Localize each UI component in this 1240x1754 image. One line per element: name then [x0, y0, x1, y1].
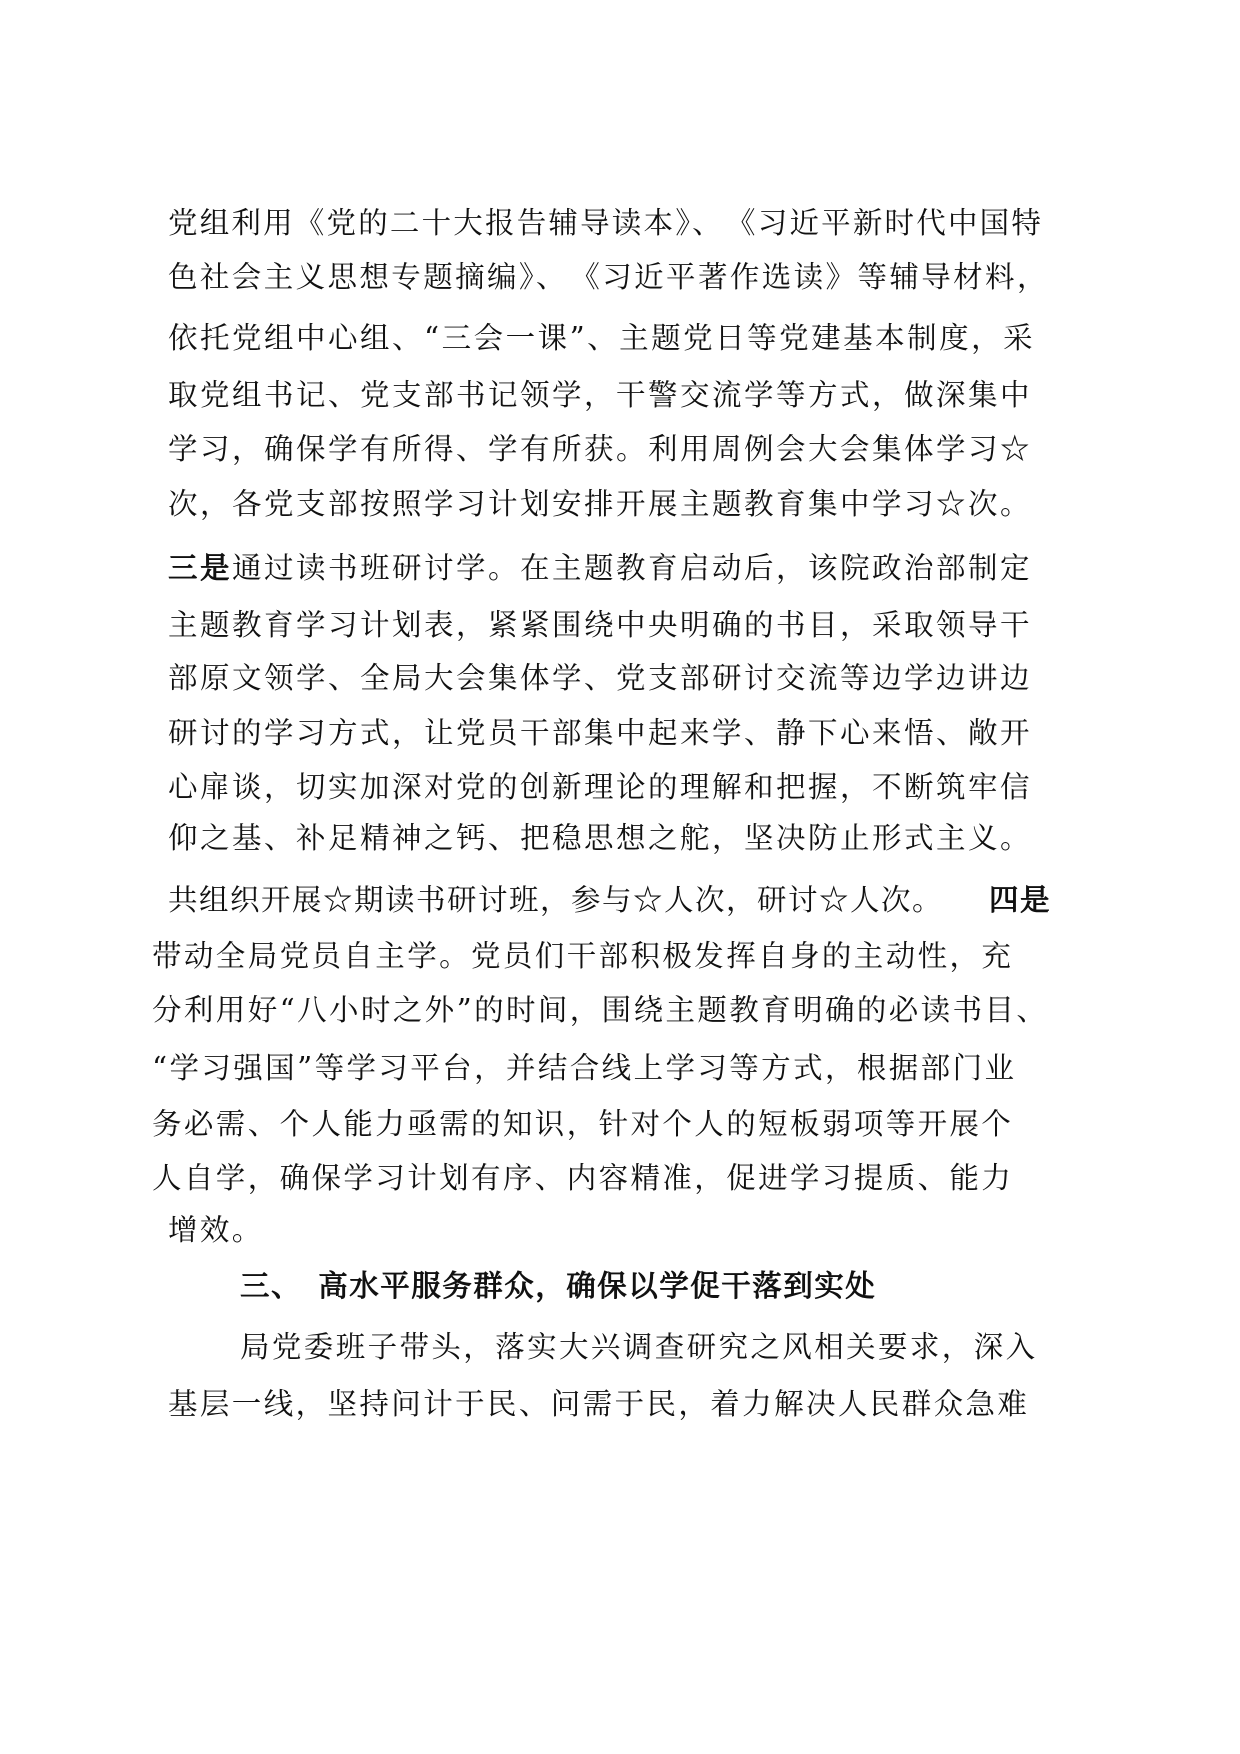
body-text-line: 增效。: [168, 1213, 264, 1247]
paragraph-text: 通过读书班研讨学。在主题教育启动后，该院政治部制定: [232, 551, 1033, 585]
body-text-line: 主题教育学习计划表，紧紧围绕中央明确的书目，采取领导干: [168, 608, 1033, 642]
body-text-line: 依托党组中心组、“三会一课”、主题党日等党建基本制度，采: [168, 321, 1036, 355]
body-text-line: 分利用好“八小时之外”的时间，围绕主题教育明确的必读书目、: [152, 993, 1049, 1027]
body-text-line: 色社会主义思想专题摘编》、 《习近平著作选读》等辅导材料，: [168, 260, 1049, 294]
body-text-line: 务必需、个人能力亟需的知识，针对个人的短板弱项等开展个: [152, 1107, 1014, 1141]
body-text-line: 部原文领学、全局大会集体学、党支部研讨交流等边学边讲边: [168, 661, 1033, 695]
body-text-line: 取党组书记、党支部书记领学，干警交流学等方式，做深集中: [168, 378, 1033, 412]
body-text-line: 研讨的学习方式，让党员干部集中起来学、静下心来悟、敞开: [168, 716, 1033, 750]
body-text-line: 基层一线，坚持问计于民、问需于民，着力解决人民群众急难: [168, 1387, 1030, 1421]
body-text-line: 学习，确保学有所得、学有所获。利用周例会大会集体学习☆: [168, 432, 1033, 466]
section-heading: 三、 高水平服务群众，确保以学促干落到实处: [240, 1269, 877, 1303]
point-three-lead: 三是: [168, 550, 233, 585]
body-text-line: 仰之基、补足精神之钙、把稳思想之舵，坚决防止形式主义。: [168, 821, 1033, 855]
body-text-line: 局党委班子带头，落实大兴调查研究之风相关要求，深入: [240, 1330, 1038, 1364]
body-text-line: 党组利用《党的二十大报告辅导读本》、 《习近平新时代中国特: [168, 206, 1044, 240]
body-text-line: 带动全局党员自主学。党员们干部积极发挥自身的主动性，充: [152, 939, 1014, 973]
body-text-line: 次，各党支部按照学习计划安排开展主题教育集中学习☆次。: [168, 487, 1033, 521]
body-text-line: “学习强国”等学习平台，并结合线上学习等方式，根据部门业: [152, 1051, 1017, 1085]
point-four-lead: 四是: [989, 882, 1052, 917]
body-text-line: 人自学，确保学习计划有序、内容精准，促进学习提质、能力: [152, 1161, 1014, 1195]
paragraph-line-3-7: [168, 878, 1051, 922]
paragraph-line-3-1: [168, 546, 1032, 590]
paragraph-text: 共组织开展☆期读书研讨班，参与☆人次，研讨☆人次。: [168, 883, 944, 917]
body-text-line: 心扉谈，切实加深对党的创新理论的理解和把握，不断筑牢信: [168, 770, 1033, 804]
